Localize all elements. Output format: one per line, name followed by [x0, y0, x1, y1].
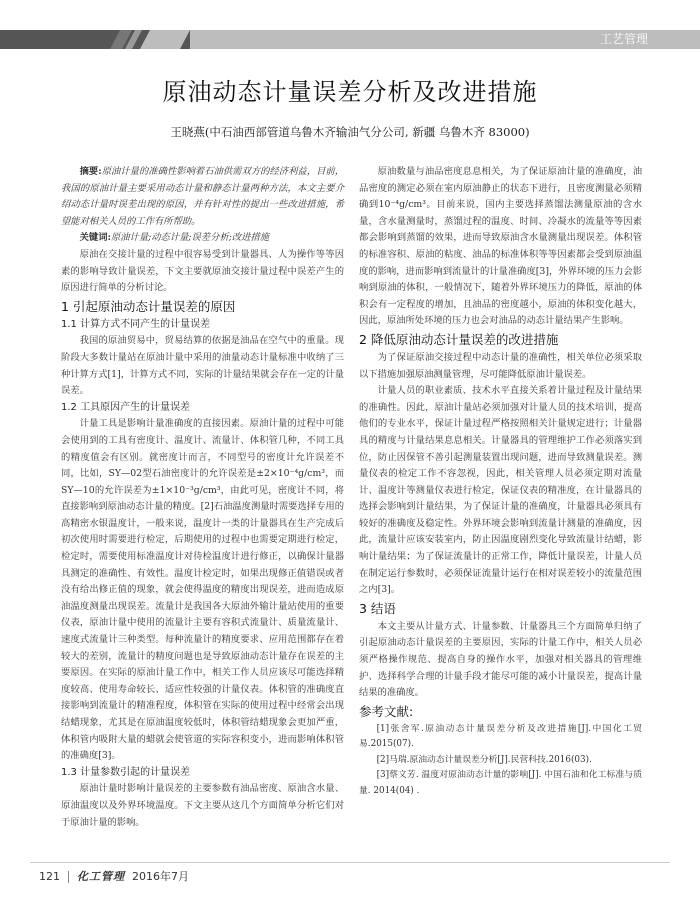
paragraph-1-3: 原油计量时影响计量误差的主要参数有油品密度、原油含水量、原油温度以及外界环境温度。下文主要从这几个方面简单分析它们对于原油计量的影响。	[61, 783, 344, 828]
paragraph-density: 原油数量与油品密度息息相关，为了保证原油计量的准确度，油品密度的测定必须在室内原油静止的状态下进行，且密度测量必须精确到10⁻⁴g/cm³。目前来说，国内主要选择蒸馏法测量原油的含水量，含水量测量时，蒸馏过程的温度、时间、冷凝水的流量等等因素都会影响到蒸馏的效果，进而导致原油含水量测量出现误差。体积管的标准容积、原油的粘度、油品的标准体积等等因素都会受到原油温度的影响，进而影响到流量计的计量准确度[3]，外界环境的压力会影响到原油的体积，一般情况下，随着外界环境压力的降低，原油的体积会有一定程度的增加，且油品的密度越小，原油的体积变化越大，因此，原油所处环境的压力也会对油品的动态计量结果产生影响。	[359, 166, 642, 327]
footer-separator	[68, 871, 69, 883]
subsection-heading-1-3: 1.3 计量参数引起的计量误差	[61, 766, 191, 778]
paragraph-2-measures: 计量人员的职业素质、技术水平直接关系着计量过程及计量结果的准确性。因此，原油计量站必须加强对计量人员的技术培训，提高他们的专业水平，保证计量过程严格按照相关计量规定进行；计量器具的精度与计量结果息息相关。计量器具的管理维护工作必须落实到位，防止因保管不善引起测量装置出现问题，进而导致测量误差。测量仪表的检定工作不容忽视，因此，相关管理人员必须定期对流量计、温度计等测量仪表进行检定，保证仪表的精准度，在计量器具的选择会影响到计量结果，为了保证计量的准确度，计量器具必须具有较好的准确度及稳定性。外界环境会影响到流量计测量的准确度，因此，流量计应该安装室内，防止因温度剧烈变化导致流量计结蜡，影响计量结果；为了保证流量计的正常工作，降低计量误差，计量人员在制定运行参数时，必须保证流量计运行在相对误差较小的流量范围之内[3]。	[359, 385, 642, 596]
section-heading-3: 3 结语	[359, 600, 396, 616]
section-label: 工艺管理	[599, 32, 648, 46]
intro-paragraph: 原油在交接计量的过程中很容易受到计量器具、人为操作等等因素的影响导致计量误差，下文主要就原油交接计量过程中误差产生的原因进行简单的分析讨论。	[61, 248, 344, 294]
author-line: 王晓燕(中石油西部管道乌鲁木齐输油气分公司, 新疆 乌鲁木齐 83000)	[170, 125, 530, 139]
reference-item: [2]马瑞.原油动态计量误差分析[J].民营科技.2016(03).	[376, 754, 592, 765]
journal-name: 化工管理	[77, 870, 125, 883]
keywords-text: 原油计量;动态计量;误差分析;改进措施	[110, 232, 270, 244]
keywords	[61, 230, 344, 247]
left-column	[61, 164, 344, 831]
footer-divider	[30, 862, 670, 863]
right-column	[359, 164, 642, 799]
paragraph-2-intro: 为了保证原油交接过程中动态计量的准确性，相关单位必须采取以下措施加强原油测量管理，尽可能降低原油计量误差。	[359, 351, 642, 380]
reference-item: [1]张舍军.原油动态计量误差分析及改进措施[J].中国化工贸易.2015(07).	[359, 723, 642, 750]
section-heading-1: 1 引起原油动态计量误差的原因	[61, 298, 236, 314]
paragraph-1-1: 我国的原油贸易中，贸易结算的依据是油品在空气中的重量。现阶段大多数计量站在原油计量中采用的油量动态计量标准中收纳了三种计算方式[1]，计算方式不同，实际的计量结果就会存在一定的计量误差。	[61, 335, 344, 397]
references-title: 参考文献:	[359, 703, 414, 719]
footer	[39, 868, 189, 884]
page-number: 121	[39, 870, 60, 883]
subsection-heading-1-1: 1.1 计算方式不同产生的计量误差	[61, 318, 211, 330]
reference-item: [3]蔡文芳. 温度对原油动态计量的影响[J]. 中国石油和化工标准与质量. 2014(04) .	[359, 770, 642, 796]
article-title: 原油动态计量误差分析及改进措施	[162, 78, 538, 106]
paragraph-conclusion: 本文主要从计量方式、计量参数、计量器具三个方面简单归纳了引起原油动态计量误差的主要原因，实际的计量工作中，相关人员必须严格操作规范、提高自身的操作水平，加强对相关器具的管理维护、选择科学合理的计量手段才能尽可能的减小计量误差，提高计量结果的准确度。	[359, 620, 642, 699]
abstract-text: 原油计量的准确性影响着石油供需双方的经济利益，目前，我国的原油计量主要采用动态计量和静态计量两种方法，本文主要介绍动态计量时误差出现的原因，并有针对性的提出一些改进措施，希望能对相关人员的工作有所帮助。	[61, 166, 344, 227]
issue-date: 2016年7月	[132, 870, 189, 883]
abstract-label: 摘要:	[79, 166, 102, 177]
header-stripes	[0, 30, 190, 49]
paragraph-1-2: 计量工具是影响计量准确度的直接因素。原油计量的过程中可能会使用到的工具有密度计、温度计、流量计、体积管几种，不同工具的精度值会有区别。就密度计而言，不同型号的密度计允许误差不同，比如，SY—02型石油密度计的允许误差是±2×10⁻⁴g/cm³，而SY—10的允许误差为±1×10⁻³g/cm³，由此可见，密度计不同，将直接影响到原油动态计量的精度。[2]石油温度测量时需要选择专用的高精密水银温度计，一般来说，温度计一类的计量器具在生产完成后初次使用时需要进行检定，后期使用的过程中也需要定期进行检定，检定时，需要使用标准温度计对待检温度计进行修正，以确保计量器具测定的准确性、有效性。温度计检定时，如果出现修正值错误或者没有给出修正值的现象，就会使得温度的精度出现误差，进而造成原油温度测量出现误差。流量计是我国各大原油外输计量站使用的重要仪表，原油计量中使用的流量计主要有容积式流量计、质量流量计、速度式流量计三种类型。每种流量计的精度要求、应用范围都存在着较大的差别，流量计的精度问题也是导致原油动态计量存在误差的主要原因。在实际的原油计量工作中，相关工作人员应该尽可能选择精度较高、使用寿命较长、适应性较强的计量仪表。体积管的准确度直接影响到流量计的精准程度，体积管在实际的使用过程中经常会出现结蜡现象，尤其是在原油温度较低时，体积管结蜡现象会更加严重，体积管内吸附大量的蜡就会使管道的实际容积变小，进而影响体积管的准确度[3]。	[61, 418, 344, 762]
section-heading-2: 2 降低原油动态计量误差的改进措施	[359, 331, 559, 347]
keywords-label: 关键词:	[79, 232, 111, 244]
abstract	[61, 164, 344, 230]
subsection-heading-1-2: 1.2 工具原因产生的计量误差	[61, 401, 191, 413]
